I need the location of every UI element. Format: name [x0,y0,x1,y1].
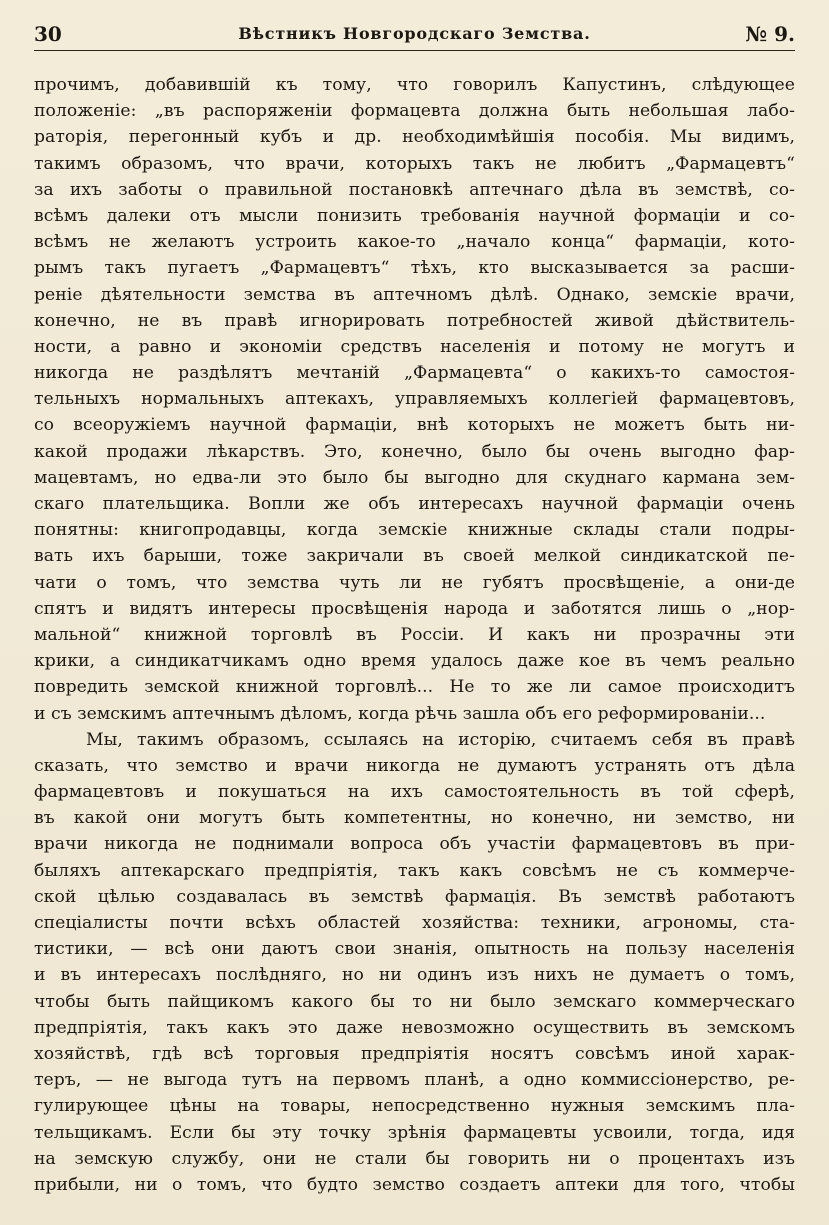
text-line: чати о томъ, что земства чуть ли не губятъ просвѣщеніе, а они-де [34,572,795,593]
text-line: тельныхъ нормальныхъ аптекахъ, управляемыхъ коллегіей фармацевтовъ, [34,389,795,410]
text-line: повредить земской книжной торговлѣ... Не то же ли самое происходитъ [34,677,795,698]
text-line: Мы, такимъ образомъ, ссылаясь на исторію, считаемъ себя въ правѣ [86,729,795,750]
text-line: спятъ и видятъ интересы просвѣщенія народа и заботятся лишь о „нор- [34,598,795,619]
text-line: хозяйствѣ, гдѣ всѣ торговыя предпріятія носятъ совсѣмъ иной харак- [34,1043,795,1064]
text-line: предпріятія, такъ какъ это даже невозможно осуществить въ земскомъ [34,1017,795,1038]
text-line: вать ихъ барыши, тоже закричали въ своей мелкой синдикатской пе- [34,546,795,567]
text-line: раторія, перегонный кубъ и др. необходимѣйшія пособія. Мы видимъ, [34,127,795,148]
article-body [34,72,795,1198]
text-line: такимъ образомъ, что врачи, которыхъ такъ не любитъ „Фармацевтъ“ [34,153,795,174]
text-line: и въ интересахъ послѣдняго, но ни одинъ изъ нихъ не думаетъ о томъ, [34,965,795,986]
page-number: 30 [34,22,62,46]
text-line: фармацевтовъ и покушаться на ихъ самостоятельность въ той сферѣ, [34,782,795,803]
text-line: мацевтамъ, но едва-ли это было бы выгодно для скуднаго кармана зем- [34,467,795,488]
text-line: мальной“ книжной торговлѣ въ Россіи. И какъ ни прозрачны эти [34,624,795,645]
text-line: реніе дѣятельности земства въ аптечномъ дѣлѣ. Однако, земскіе врачи, [34,284,795,305]
journal-title: Вѣстникъ Новгородскаго Земства. [238,24,591,43]
text-line: со всеоружіемъ научной фармаціи, внѣ которыхъ не можетъ быть ни- [34,415,795,436]
text-line: на земскую службу, они не стали бы говорить ни о процентахъ изъ [34,1148,795,1169]
paragraph [34,727,795,1198]
text-line: всѣмъ далеки отъ мысли понизить требованія научной формаціи и со- [34,205,795,226]
text-line: гулирующее цѣны на товары, непосредственно нужныя земскимъ пла- [34,1096,795,1117]
text-line: за ихъ заботы о правильной постановкѣ аптечнаго дѣла въ земствѣ, со- [34,179,795,200]
text-line: и съ земскимъ аптечнымъ дѣломъ, когда рѣчь зашла объ его реформированіи... [34,703,766,724]
text-line: тельщикамъ. Если бы эту точку зрѣнія фармацевты усвоили, тогда, идя [34,1122,795,1143]
text-line: быляхъ аптекарскаго предпріятія, такъ какъ совсѣмъ не съ коммерче- [34,860,795,881]
text-line: никогда не раздѣлятъ мечтаній „Фармацевта“ о какихъ-то самостоя- [34,363,795,384]
issue-number: № 9. [745,22,795,46]
text-line: спеціалисты почти всѣхъ областей хозяйства: техники, агрономы, ста- [34,913,795,933]
text-line: какой продажи лѣкарствъ. Это, конечно, было бы очень выгодно фар- [34,441,795,462]
text-line: положеніе: „въ распоряженіи формацевта должна быть небольшая лабо- [34,101,795,122]
running-header [34,20,795,51]
text-line: рымъ такъ пугаетъ „Фармацевтъ“ тѣхъ, кто высказывается за расши- [34,258,795,279]
text-line: ности, а равно и экономіи средствъ населенія и потому не могутъ и [34,336,795,357]
text-line: прочимъ, добавившій къ тому, что говорилъ Капустинъ, слѣдующее [34,75,795,95]
text-line: крики, а синдикатчикамъ одно время удалось даже кое въ чемъ реально [34,651,795,672]
text-line: ской цѣлью создавалась въ земствѣ фармація. Въ земствѣ работаютъ [34,886,795,907]
text-line: всѣмъ не желаютъ устроить какое-то „начало конца“ фармаціи, кото- [34,232,795,253]
paragraph [34,72,795,727]
text-line: сказать, что земство и врачи никогда не думаютъ устранять отъ дѣла [34,755,795,776]
text-line: въ какой они могутъ быть компетентны, но конечно, ни земство, ни [34,808,795,829]
text-line: тистики, — всѣ они даютъ свои знанія, опытность на пользу населенія [34,939,795,960]
text-line: конечно, не въ правѣ игнорировать потребностей живой дѣйствитель- [34,310,795,331]
text-line: скаго плательщика. Вопли же объ интересахъ научной фармаціи очень [34,494,795,514]
text-line: понятны: книгопродавцы, когда земскіе книжные склады стали подры- [34,520,795,541]
text-line: чтобы быть пайщикомъ какого бы то ни было земскаго коммерческаго [34,991,795,1012]
text-line: теръ, — не выгода тутъ на первомъ планѣ, а одно коммиссіонерство, ре- [34,1070,795,1091]
text-line: врачи никогда не поднимали вопроса объ участіи фармацевтовъ въ при- [34,834,795,855]
text-line: прибыли, ни о томъ, что будто земство создаетъ аптеки для того, чтобы [34,1174,795,1195]
